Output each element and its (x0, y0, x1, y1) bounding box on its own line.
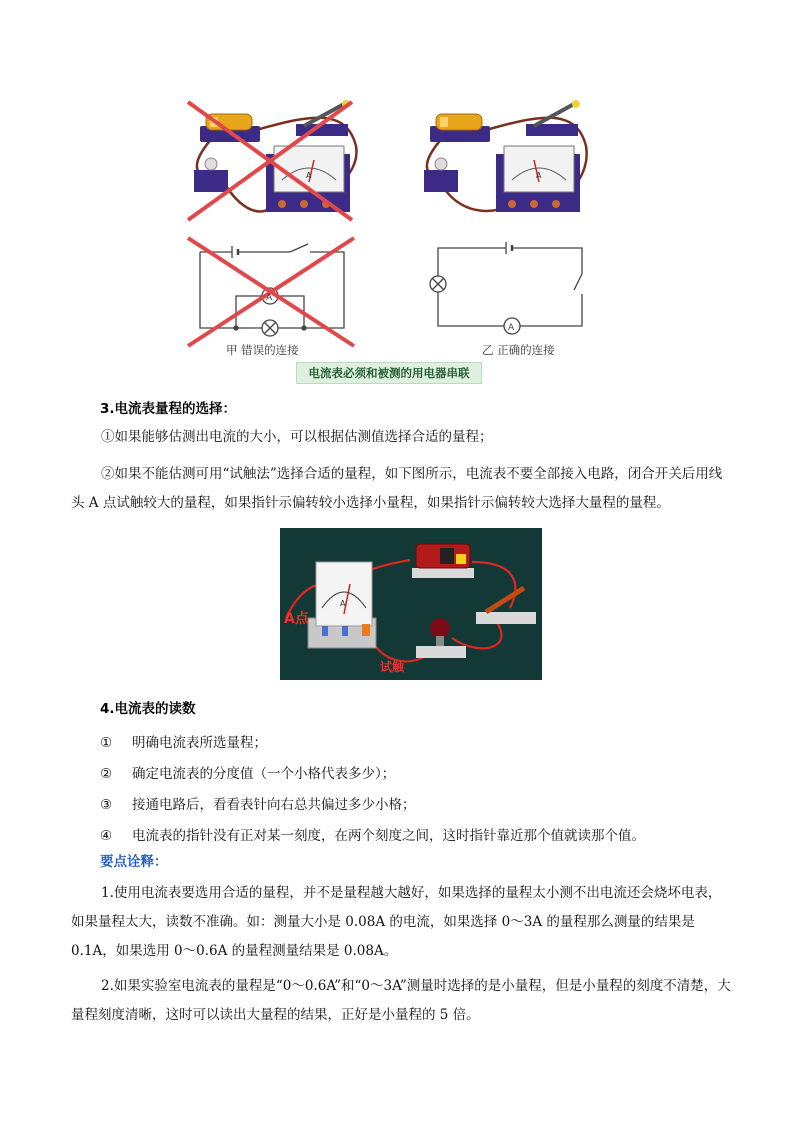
reading-step-4 (100, 824, 645, 844)
right-photo (424, 100, 587, 212)
step-text: 确定电流表的分度值（一个小格代表多少）； (132, 766, 396, 782)
keypoints-title: 要点诠释： (100, 854, 168, 870)
trial-ammeter-symbol: A (340, 599, 346, 608)
wrong-photo (188, 100, 356, 220)
step-number: ① (100, 735, 113, 751)
trial-touch-illustration (280, 528, 542, 680)
wrong-schematic (188, 238, 354, 346)
section-3-paragraph-1: ①如果能够估测出电流的大小，可以根据估测值选择合适的量程； (101, 429, 493, 445)
svg-text:A: A (536, 171, 542, 180)
reading-step-2 (100, 762, 395, 782)
figure-ammeter-connection (186, 96, 588, 390)
section-4-title: 4.电流表的读数 (100, 701, 196, 717)
figure-trial-touch-method (280, 528, 542, 680)
figure-caption: 电流表必须和被测的用电器串联 (296, 362, 482, 384)
point-a-label: A点 (284, 611, 309, 627)
step-number: ④ (100, 828, 113, 844)
step-number: ③ (100, 797, 113, 813)
right-ammeter-symbol: A (508, 323, 515, 333)
section-3-title: 3.电流表量程的选择： (100, 401, 237, 417)
keypoints-paragraph-1: 1.使用电流表要选用合适的量程，并不是量程越大越好，如果选择的量程太小测不出电流还会烧坏电表，如果量程太大，读数不准确。如：测量大小是 0.08A 的电流，如果选择 0～3A 的量程那么测量的结果是 0.1A，如果选用 0～0.6A 的量程测量结果是 0.08A。 (71, 885, 722, 959)
reading-step-3 (100, 793, 416, 813)
reading-step-1 (100, 731, 267, 751)
right-connection-label: 乙 正确的连接 (482, 343, 555, 357)
svg-text:A: A (306, 171, 312, 180)
step-number: ② (100, 766, 113, 782)
step-text: 接通电路后，看看表针向右总共偏过多少小格； (132, 797, 416, 813)
right-schematic (430, 242, 582, 334)
section-3-paragraph-2: ②如果不能估测可用“试触法”选择合适的量程，如下图所示，电流表不要全部接入电路，闭合开关后用线头 A 点试触较大的量程，如果指针示偏转较小选择小量程，如果指针示偏转较大选择大量程的量程。 (71, 466, 723, 511)
wrong-ammeter-symbol: A (266, 293, 273, 303)
keypoints-paragraph-2: 2.如果实验室电流表的量程是“0～0.6A”和“0～3A”测量时选择的是小量程，但是小量程的刻度不清楚，大量程刻度清晰，这时可以读出大量程的结果，正好是小量程的 5 倍。 (71, 978, 731, 1023)
trial-touch-label: 试触 (380, 660, 405, 674)
wrong-connection-label: 甲 错误的连接 (226, 343, 299, 357)
step-text: 电流表的指针没有正对某一刻度，在两个刻度之间，这时指针靠近那个值就读那个值。 (132, 828, 645, 844)
step-text: 明确电流表所选量程； (132, 735, 267, 751)
